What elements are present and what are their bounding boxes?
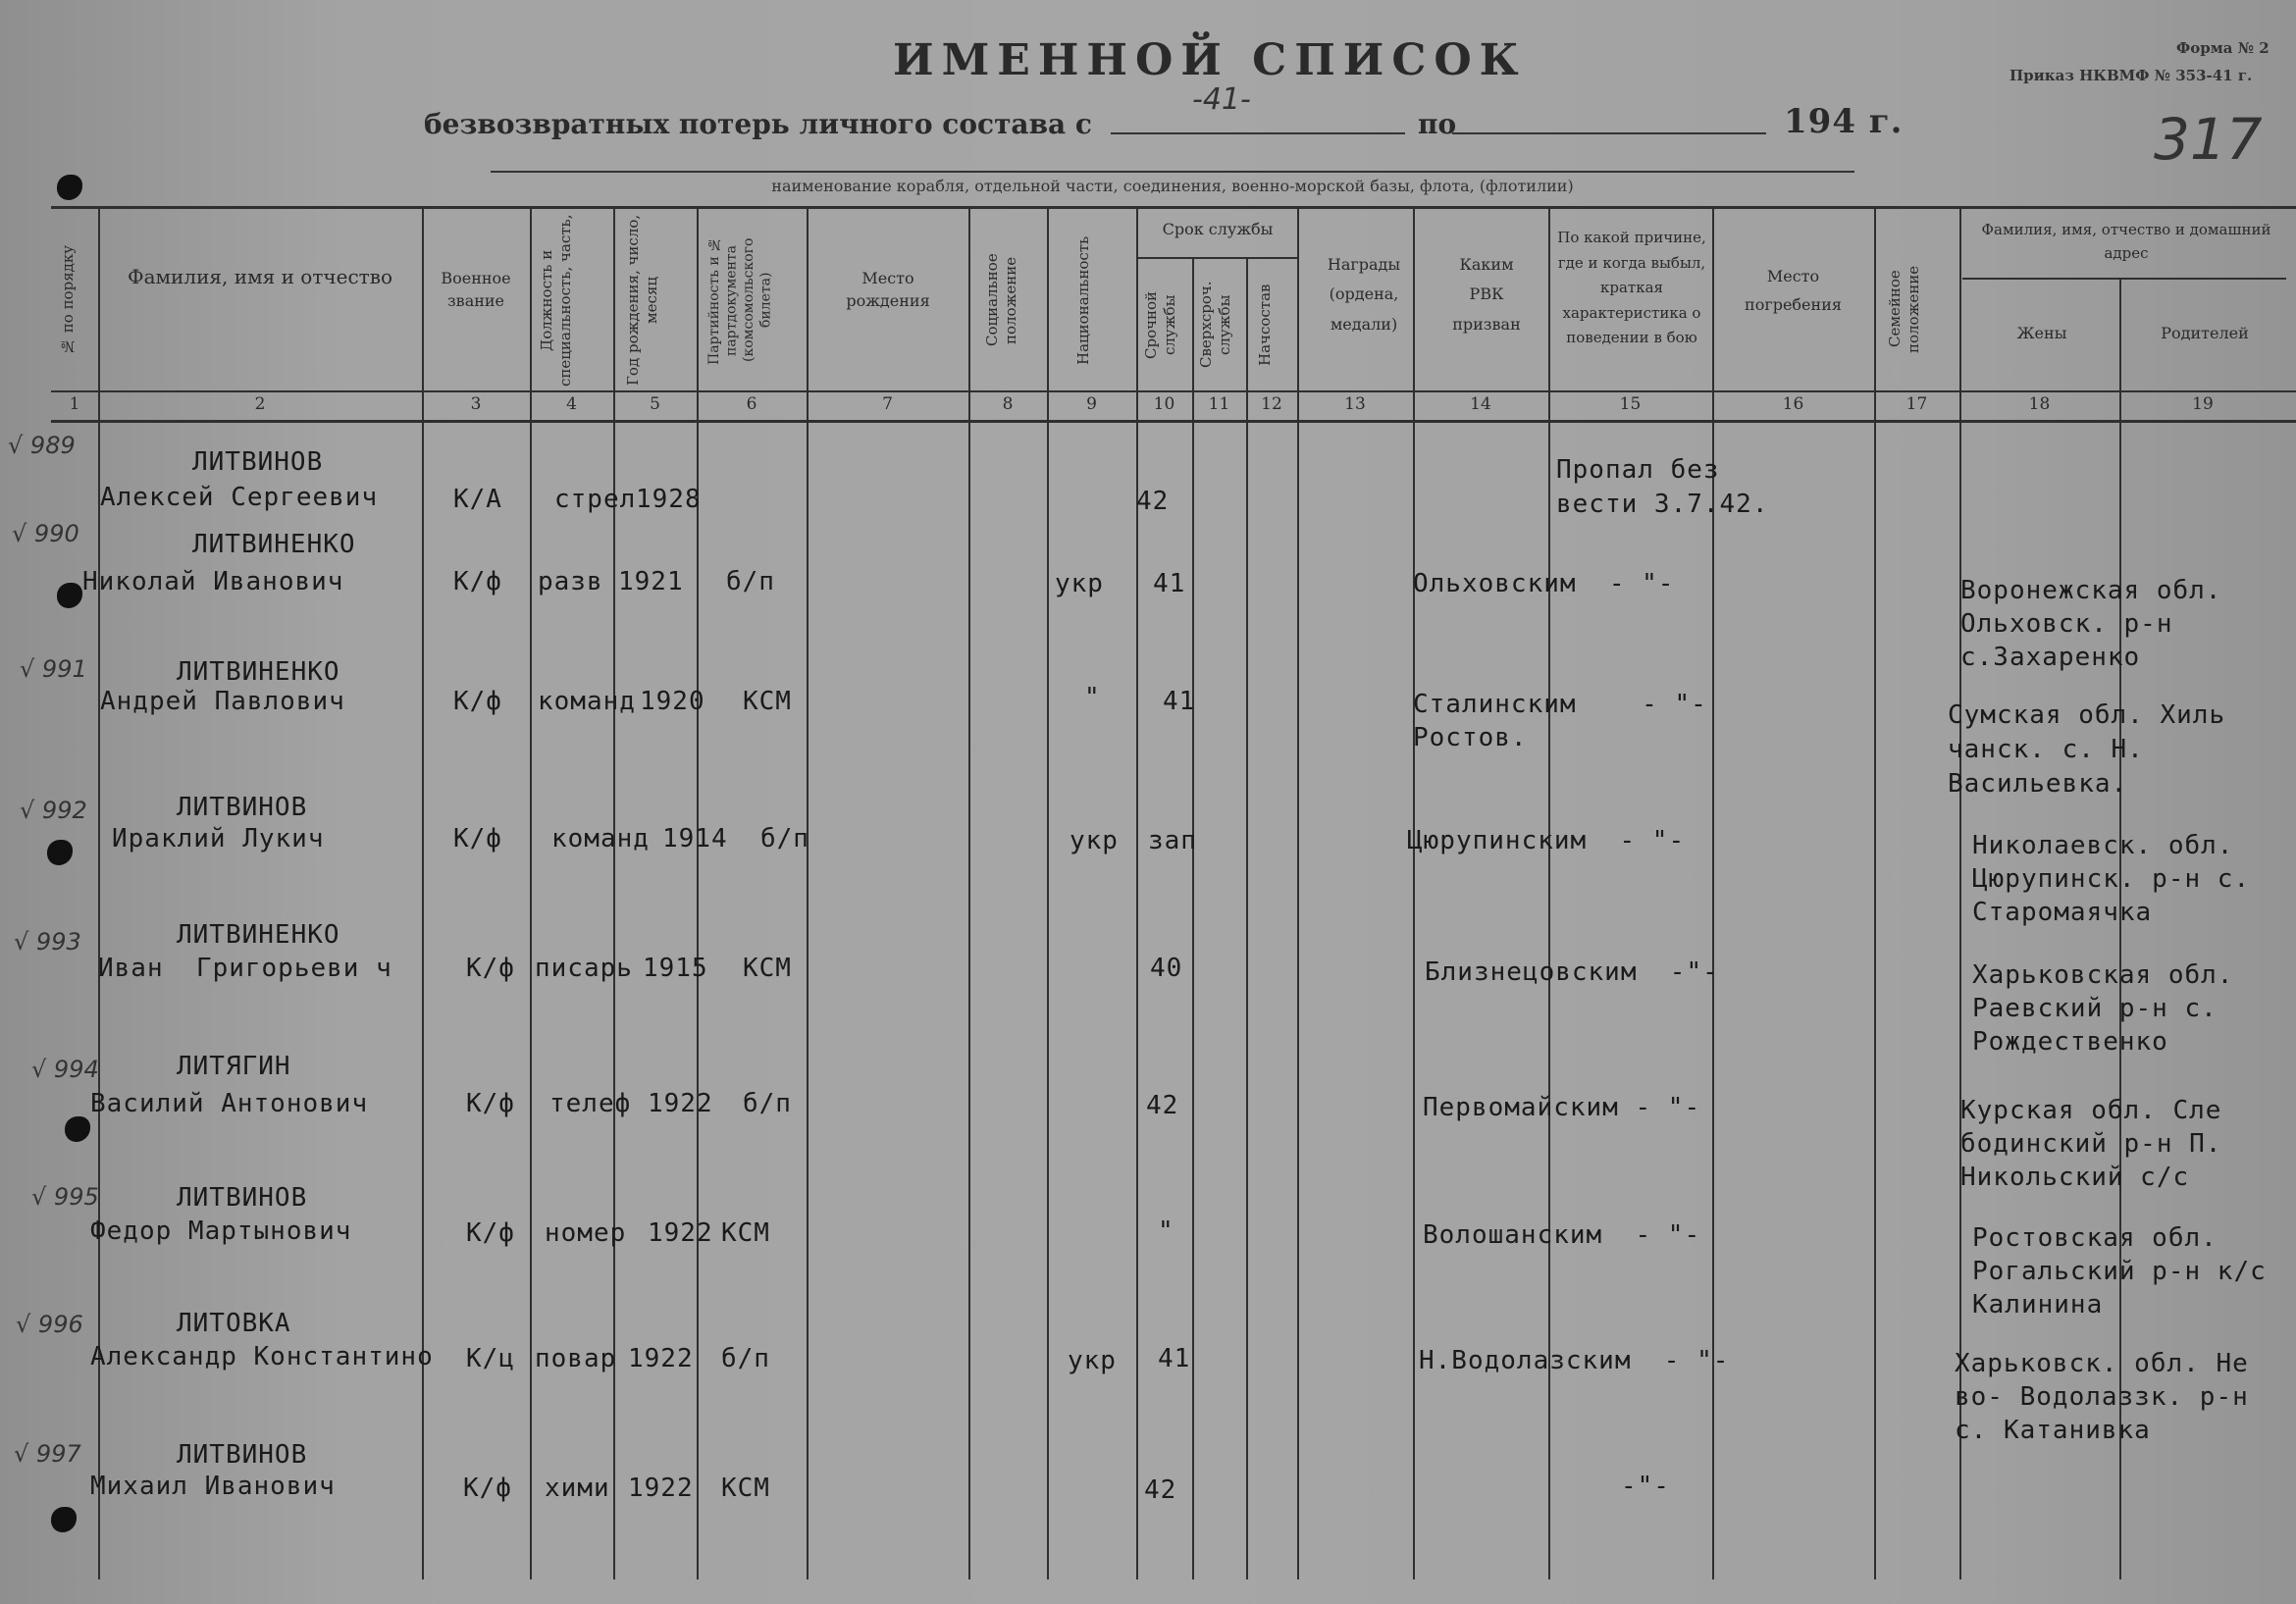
header-num: 10: [1153, 394, 1175, 414]
row-index: √ 994: [31, 1056, 99, 1083]
row-service: зап: [1148, 826, 1197, 855]
header-num: 2: [254, 394, 266, 414]
order-reference: Приказ НКВМФ № 353-41 г.: [2009, 67, 2253, 84]
row-post: писарь: [535, 954, 633, 983]
row-post: стрел: [554, 485, 637, 514]
row-surname: ЛИТВИНОВ: [177, 1183, 308, 1213]
page-subtitle: безвозвратных потерь личного состава с: [424, 108, 1092, 140]
row-index: √ 989: [8, 432, 76, 459]
header-num: 1: [69, 394, 80, 414]
header-num: 12: [1261, 394, 1282, 414]
row-index: √ 996: [16, 1311, 83, 1338]
header-num: 8: [1002, 394, 1014, 414]
page-title: ИМЕННОЙ СПИСОК: [893, 35, 1527, 85]
row-rvk: Ольховским - "-: [1413, 569, 1675, 598]
row-index: √ 997: [14, 1440, 81, 1468]
header-num: 4: [566, 394, 577, 414]
row-rank: К/ф: [463, 1474, 512, 1503]
row-surname: ЛИТЯГИН: [177, 1052, 291, 1081]
row-surname: ЛИТВИНОВ: [177, 793, 308, 822]
year-label: 194 г.: [1784, 102, 1904, 141]
row-party: КСМ: [721, 1218, 770, 1248]
form-number: Форма № 2: [2176, 39, 2270, 57]
row-nationality: укр: [1068, 1346, 1117, 1375]
row-post: номер: [545, 1218, 627, 1248]
row-surname: ЛИТВИНОВ: [177, 1440, 308, 1470]
row-nationality: укр: [1070, 826, 1119, 855]
row-address: Ростовская обл. Рогальский р-н к/с Калинина: [1972, 1223, 2267, 1319]
row-rvk: Сталинским - "- Ростов.: [1413, 690, 1707, 752]
row-post: повар: [535, 1344, 617, 1373]
row-nationality: ": [1084, 683, 1101, 712]
row-year: 1928: [636, 485, 702, 514]
header-col1: № по порядку: [59, 244, 77, 356]
row-nationality: укр: [1055, 569, 1104, 598]
header-col17: Семейное положение: [1886, 265, 1922, 353]
header-col2: Фамилия, имя и отчество: [127, 265, 393, 288]
row-service: 42: [1144, 1475, 1177, 1505]
row-party: б/п: [721, 1344, 770, 1373]
col-line: [1192, 257, 1194, 1579]
row-rvk: Волошанским - "-: [1423, 1220, 1701, 1250]
header-col7: Место рождения: [846, 269, 930, 311]
header-col19: Родителей: [2161, 324, 2249, 342]
row-rvk: Цюрупинским - "-: [1407, 826, 1686, 855]
row-name: Алексей Сергеевич: [100, 483, 379, 512]
header-num: 15: [1619, 394, 1642, 414]
row-reason: Пропал без вести 3.7.42.: [1556, 455, 1769, 520]
row-service: 42: [1136, 487, 1170, 516]
row-address: Сумская обл. Хиль чанск. с. Н. Васильевка.: [1948, 700, 2226, 800]
header-col9: Национальность: [1074, 235, 1092, 365]
header-col5: Год рождения, число, месяц: [624, 214, 660, 387]
row-surname: ЛИТОВКА: [177, 1309, 291, 1338]
row-year: 1922: [648, 1089, 713, 1118]
header-num: 5: [650, 394, 660, 414]
header-col6: Партийность и № партдокумента (комсомольского билета): [706, 235, 774, 365]
row-rank: К/ф: [466, 954, 515, 983]
period-from-value: -41-: [1192, 82, 1251, 117]
header-col4: Должность и специальность, часть,: [538, 214, 574, 387]
row-service: ": [1158, 1216, 1174, 1246]
row-service: 41: [1158, 1344, 1191, 1373]
row-name: Николай Иванович: [82, 567, 344, 596]
header-num: 13: [1344, 394, 1366, 414]
row-address: Харьковская обл. Раевский р-н с. Рождественко: [1972, 960, 2234, 1057]
header-num: 16: [1782, 394, 1804, 414]
row-address: Харьковск. обл. Не во- Водолаззк. р-н с. Катанивка: [1955, 1349, 2249, 1445]
header-col18: Жены: [2016, 324, 2067, 342]
header-num: 9: [1086, 394, 1097, 414]
col-line: [1246, 257, 1248, 1579]
row-surname: ЛИТВИНОВ: [192, 447, 324, 477]
row-name: Федор Мартынович: [90, 1216, 352, 1246]
row-index: √ 990: [12, 520, 79, 547]
row-address: Курская обл. Сле бодинский р-н П. Никольский с/с: [1960, 1096, 2222, 1192]
address-subheader-line: [1962, 278, 2286, 280]
row-index: √ 993: [14, 928, 81, 956]
row-surname: ЛИТВИНЕНКО: [177, 920, 340, 950]
row-service: 41: [1153, 569, 1186, 598]
row-year: 1921: [618, 567, 684, 596]
header-num: 18: [2028, 394, 2051, 414]
row-name: Михаил Иванович: [90, 1472, 336, 1501]
header-num: 14: [1470, 394, 1491, 414]
unit-caption: наименование корабля, отдельной части, соединения, военно-морской базы, флота, (флотилии): [771, 177, 1574, 195]
row-year: 1922: [648, 1218, 713, 1248]
header-col14: Каким РВК призван: [1452, 255, 1521, 334]
row-post: команд: [538, 687, 636, 716]
header-col3: Военное звание: [441, 269, 511, 311]
row-year: 1922: [628, 1344, 694, 1373]
header-col13: Награды (ордена, медали): [1327, 255, 1401, 334]
row-service: 42: [1146, 1091, 1179, 1120]
row-index: √ 991: [20, 655, 87, 683]
row-name: Василий Антонович: [90, 1089, 369, 1118]
header-col10: Срочной службы: [1142, 290, 1178, 359]
row-rank: К/А: [453, 485, 502, 514]
header-col16: Место погребения: [1745, 267, 1842, 314]
row-party: б/п: [760, 824, 809, 854]
row-address: Николаевск. обл. Цюрупинск. р-н с. Старомаячка: [1972, 831, 2251, 927]
row-rank: К/ф: [466, 1089, 515, 1118]
header-col12: Начсостав: [1256, 284, 1274, 366]
row-rank: К/ф: [453, 567, 502, 596]
row-year: 1914: [662, 824, 728, 854]
row-index: √ 992: [20, 797, 87, 824]
row-rvk: -"-: [1621, 1472, 1670, 1501]
row-name: Ираклий Лукич: [112, 824, 325, 854]
service-subheader-line: [1136, 257, 1297, 259]
row-party: КСМ: [743, 954, 792, 983]
row-index: √ 995: [31, 1183, 99, 1211]
header-num: 11: [1208, 394, 1230, 414]
row-party: КСМ: [721, 1474, 770, 1503]
header-num: 6: [746, 394, 757, 414]
row-party: б/п: [726, 567, 775, 596]
row-name: Андрей Павлович: [100, 687, 345, 716]
row-rvk: Близнецовским -"-: [1425, 957, 1719, 987]
sheet-number: 317: [2154, 106, 2263, 173]
header-col11: Сверхсроч. службы: [1197, 281, 1233, 369]
period-to-label: по: [1418, 108, 1457, 140]
row-year: 1920: [640, 687, 705, 716]
row-rank: К/ф: [453, 687, 502, 716]
row-post: команд: [551, 824, 650, 854]
row-party: б/п: [743, 1089, 792, 1118]
row-party: КСМ: [743, 687, 792, 716]
row-surname: ЛИТВИНЕНКО: [192, 530, 356, 559]
row-name: Иван Григорьеви ч: [98, 954, 392, 983]
header-col8: Социальное положение: [983, 253, 1019, 347]
row-service: 40: [1150, 954, 1183, 983]
header-address: Фамилия, имя, отчество и домашний адрес: [1981, 221, 2271, 262]
row-name: Александр Константино: [90, 1342, 434, 1371]
row-post: разв: [538, 567, 603, 596]
row-service: 41: [1163, 687, 1196, 716]
header-num: 7: [882, 394, 893, 414]
row-rvk: Н.Водолазским - "-: [1419, 1346, 1730, 1375]
row-year: 1922: [628, 1474, 694, 1503]
row-surname: ЛИТВИНЕНКО: [177, 657, 340, 687]
row-year: 1915: [643, 954, 708, 983]
header-service: Срок службы: [1162, 220, 1274, 238]
row-rank: К/ф: [466, 1218, 515, 1248]
row-rank: К/ц: [466, 1344, 515, 1373]
header-col15: По какой причине, где и когда выбыл, краткая характеристика о поведении в бою: [1557, 229, 1706, 346]
header-num: 17: [1905, 394, 1928, 414]
row-rvk: Первомайским - "-: [1423, 1093, 1701, 1122]
header-num: 19: [2192, 394, 2214, 414]
row-rank: К/ф: [453, 824, 502, 854]
row-post: хими: [545, 1474, 610, 1503]
header-num: 3: [470, 394, 482, 414]
row-post: телеф: [549, 1089, 632, 1118]
row-address: Воронежская обл. Ольховск. р-н с.Захаренко: [1960, 576, 2222, 672]
